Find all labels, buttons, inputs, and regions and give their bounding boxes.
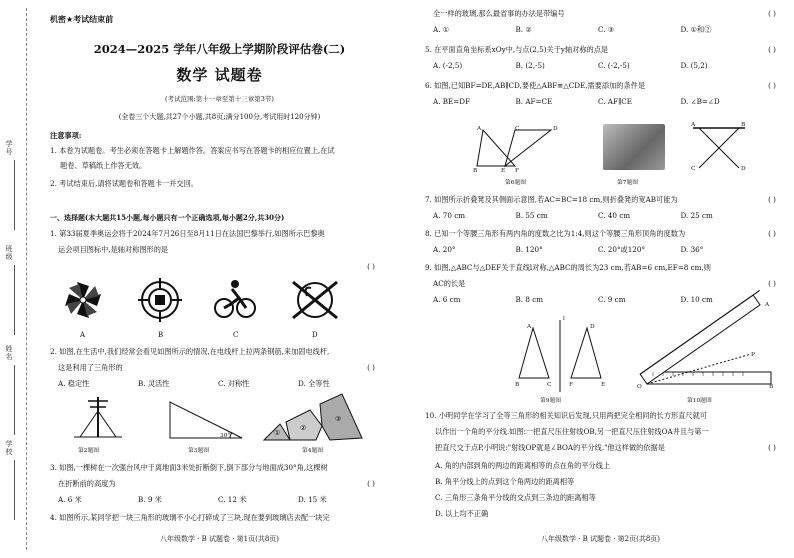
section-heading: 一、选择题(本大题共15小题,每小题只有一个正确选项,每小题2分,共30分) [50, 213, 285, 222]
question-8-options [433, 244, 763, 255]
line-label: l [563, 316, 565, 322]
option-c: C. (-2,-5) [598, 61, 630, 70]
option-d: D. 全等性 [298, 379, 330, 388]
option-a: A. 6 米 [58, 495, 82, 504]
point-label: P [751, 352, 755, 358]
point-label: A [477, 126, 482, 132]
option-a: A. 6 cm [433, 295, 461, 304]
point-label: C [515, 126, 520, 132]
option-b: B. 120° [515, 245, 543, 254]
shard-label: ① [274, 429, 281, 437]
point-label: D [741, 166, 746, 172]
answer-paren: ( ) [367, 479, 375, 488]
question-10-line: 以作出一个角的平分线.如图:一把直尺压住射线OB,另一把直尺压住射线OA并且与第一 [435, 427, 709, 436]
question-4-continued: 全一样的玻璃,那么最省事的办法是带编号 [433, 9, 565, 18]
option-d: D. 15 米 [298, 495, 327, 504]
question-8-line: 8. 已知一个等腰三角形有两内角的度数之比为1:4,则这个等腰三角形顶角的度数为 [425, 229, 686, 238]
option-b: B. 灵活性 [138, 379, 170, 388]
cycling-icon [215, 280, 255, 317]
point-label: A [765, 302, 770, 308]
question-4-line: 4. 如图所示,某同学把一块三角形的玻璃不小心打碎成了三块,现在要到玻璃店去配一块完 [50, 513, 330, 522]
figure-caption: 第2题图 [78, 448, 100, 454]
folding-stool-photo [603, 124, 665, 170]
question-6-options [433, 96, 763, 107]
angle-label: 30° [220, 433, 231, 439]
option-b: B. 55 cm [515, 211, 548, 220]
point-label: F [515, 168, 520, 174]
answer-paren: ( ) [768, 443, 776, 452]
question-10-line: 10. 小明同学在学习了全等三角形的相关知识后发现,只用两把完全相同的长方形直尺就可 [425, 411, 707, 420]
question-10-rulers-figure [643, 306, 783, 396]
exam-page-2 [397, 0, 794, 558]
option-d: D. 36° [680, 245, 704, 254]
question-7-line: 7. 如图所示折叠凳及其侧面示意图,若AC=BC=18 cm,则折叠凳的宽AB可能为 [425, 195, 678, 204]
broken-tree-figure [160, 400, 250, 440]
binding-label-school: 学校 [5, 440, 13, 456]
utility-pole-figure [70, 395, 130, 440]
question-2-options [58, 378, 378, 389]
option-c: C. 20°或120° [598, 245, 646, 254]
point-label: O [637, 384, 642, 390]
answer-paren: ( ) [768, 229, 776, 238]
option-d: D. ∠B=∠D [680, 97, 720, 106]
option-d: D. (5,2) [680, 61, 708, 70]
pinwheel-icon [65, 282, 101, 318]
point-label: D [553, 126, 558, 132]
option-label: B [158, 331, 164, 339]
cut-line [26, 8, 27, 550]
option-label: D [312, 331, 318, 339]
point-label: B [473, 168, 478, 174]
binding-margin [0, 0, 38, 558]
note-line: 题卷、草稿纸上作答无效。 [60, 161, 147, 170]
answer-paren: ( ) [367, 262, 375, 271]
option-c: C. ③ [598, 25, 615, 34]
notes-title: 注意事项: [50, 131, 82, 140]
question-2-line: 2. 如图,在生活中,我们经常会看见如图所示的情况,在电线杆上拉两条钢筋,来加固电线杆, [50, 347, 330, 356]
point-label: B [741, 122, 746, 128]
exam-title: 2024—2025 学年八年级上学期阶段评估卷(二) [93, 42, 346, 56]
figure-caption: 第7题图 [617, 180, 639, 186]
question-7-options [433, 210, 763, 221]
answer-paren: ( ) [768, 9, 776, 18]
binding-label-name: 姓名 [5, 345, 13, 361]
option-a: A. 20° [433, 245, 456, 254]
confidential-mark: 机密★考试结束前 [50, 15, 114, 24]
olympic-icons-figure [65, 275, 365, 330]
page-footer: 八年级数学 · B 试题卷 · 第1页(共8页) [159, 535, 280, 543]
option-c: C. 对称性 [218, 379, 250, 388]
question-9-line: 9. 如图,△ABC与△DEF关于直线l对称,△ABC的周长为23 cm,若AB=6 cm,EF=8 cm,则 [425, 263, 711, 272]
point-label: A [527, 324, 532, 330]
page-footer: 八年级数学 · B 试题卷 · 第2页(共8页) [540, 535, 661, 543]
binding-fill-line [14, 265, 15, 335]
question-10-option-a: A. 角的内部到角的两边的距离相等的点在角的平分线上 [435, 461, 611, 470]
option-a: A. BE=DF [433, 97, 471, 106]
point-label: B [769, 384, 774, 390]
shard-label: ② [300, 424, 307, 432]
question-10-line: 把直尺交于点P,小明说:"射线OP就是∠BOA的平分线."他这样做的依据是 [435, 443, 665, 452]
question-1-line: 运会项目图标中,是轴对称图形的是 [58, 245, 169, 254]
option-d: D. 25 cm [680, 211, 713, 220]
option-a: A. (-2,5) [433, 61, 463, 70]
option-c: C. 9 cm [598, 295, 626, 304]
point-label: C [691, 166, 696, 172]
point-label: E [601, 382, 606, 388]
option-d: D. ①和② [680, 25, 712, 34]
option-a: A. ① [433, 25, 450, 34]
shard-label: ③ [335, 415, 342, 423]
answer-paren: ( ) [768, 279, 776, 288]
question-5-line: 5. 在平面直角坐标系xOy中,与点(2,5)关于y轴对称的点是 [425, 45, 609, 54]
figure-caption: 第9题图 [540, 398, 562, 404]
binding-label-student-id: 学号 [5, 140, 13, 156]
point-label: A [691, 122, 696, 128]
figure-caption: 第10题图 [687, 398, 712, 404]
option-c: C. 12 米 [218, 495, 247, 504]
point-label: E [501, 168, 506, 174]
binding-fill-line [14, 365, 15, 435]
option-a: A. 70 cm [433, 211, 466, 220]
note-line: 2. 考试结束后,请将试题卷和答题卡一并交回。 [50, 179, 198, 188]
question-3-options [58, 494, 378, 505]
question-1-line: 1. 第33届夏季奥运会将于2024年7月26日至8月11日在法国巴黎举行,如图所示巴黎奥 [50, 229, 325, 238]
question-9-line: AC的长是 [433, 279, 466, 288]
question-2-line: 这是利用了三角形的 [58, 363, 123, 372]
option-b: B. 9 米 [138, 495, 162, 504]
question-4-options [433, 24, 763, 35]
question-10-option-b: B. 角平分线上的点到这个角两边的距离相等 [435, 477, 575, 486]
note-line: 1. 本卷为试题卷。考生必须在答题卡上解题作答。答案应书写在答题卡的相应位置上,在试 [50, 146, 335, 155]
question-3-line: 3. 如图,一棵树在一次强台风中于离地面3米处折断倒下,倒下部分与地面成30°角,这棵树 [50, 463, 328, 472]
point-label: F [569, 382, 574, 388]
option-label: C [233, 331, 239, 339]
question-10-option-c: C. 三角形三条角平分线的交点到三条边的距离相等 [435, 493, 596, 502]
option-b: B. ② [515, 25, 532, 34]
question-10-option-d: D. 以上均不正确 [435, 509, 489, 518]
option-d: D. 10 cm [680, 295, 713, 304]
figure-caption: 第3题图 [188, 448, 210, 454]
answer-paren: ( ) [768, 45, 776, 54]
figure-caption: 第4题图 [302, 448, 324, 454]
exam-meta: (全卷三个大题,共27个小题,共8页;满分100分,考试用时120分钟) [118, 113, 321, 121]
option-a: A. 稳定性 [58, 379, 90, 388]
binding-fill-line [14, 160, 15, 230]
point-label: B [515, 382, 520, 388]
exam-subject: 数学 试题卷 [176, 66, 263, 84]
answer-paren: ( ) [768, 81, 776, 90]
question-3-line: 在折断前的高度为 [58, 479, 116, 488]
option-c: C. AF∥CE [598, 97, 633, 106]
exam-scope: (考试范围:第十一章至第十三章第3节) [165, 95, 274, 103]
fencing-icon [293, 282, 337, 318]
option-label: A [80, 331, 86, 339]
option-b: B. AF=CE [515, 97, 553, 106]
target-icon [138, 278, 182, 322]
figure-caption: 第6题图 [505, 180, 527, 186]
option-b: B. (2,-5) [515, 61, 545, 70]
point-label: D [590, 324, 595, 330]
question-5-options [433, 60, 763, 71]
option-c: C. 40 cm [598, 211, 631, 220]
question-6-line: 6. 如图,已知BF=DE,AB∥CD,要使△ABF≌△CDE,需要添加的条件是 [425, 81, 646, 90]
question-9-options [433, 294, 763, 305]
binding-fill-line [14, 460, 15, 520]
answer-paren: ( ) [768, 195, 776, 204]
binding-label-class: 班级 [5, 245, 13, 261]
point-label: C [547, 382, 552, 388]
option-b: B. 8 cm [515, 295, 544, 304]
answer-paren: ( ) [367, 363, 375, 372]
